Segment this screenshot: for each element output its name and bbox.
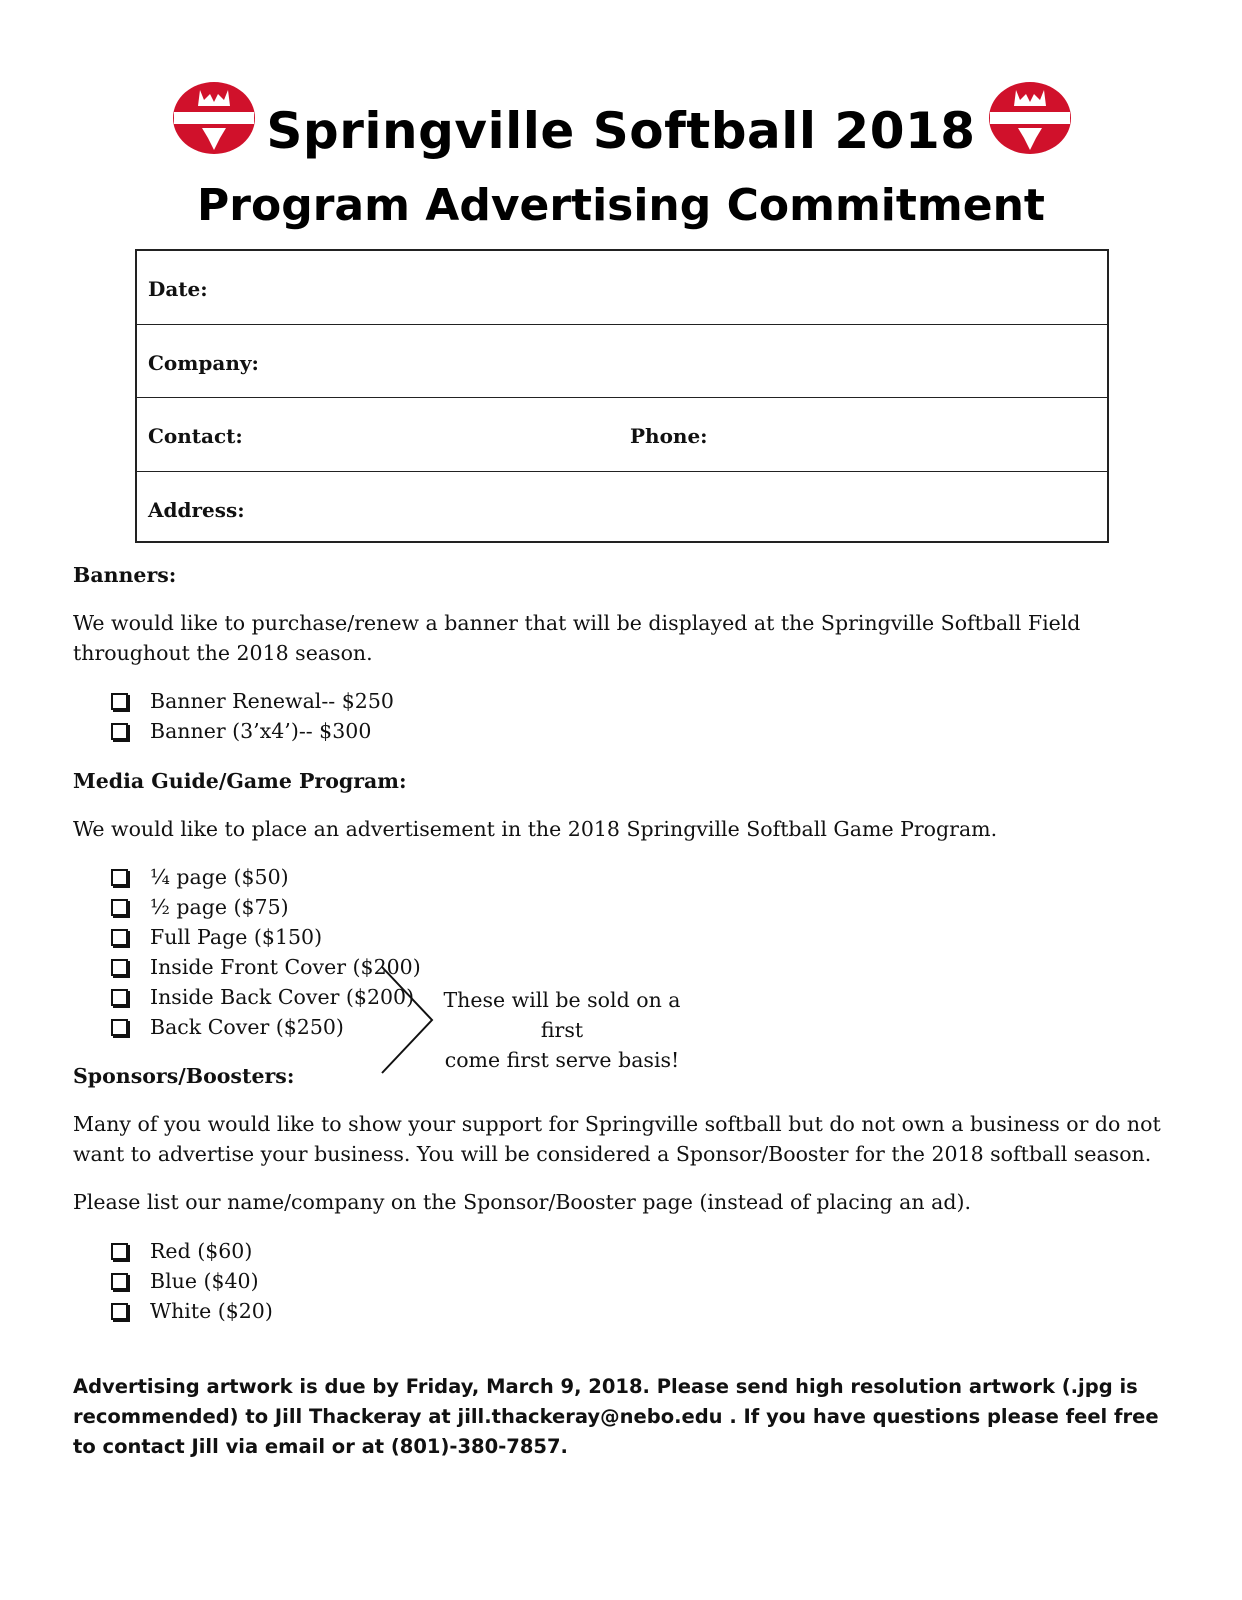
sponsor-option-red[interactable]: Red ($60)	[108, 1236, 273, 1266]
checkbox-icon[interactable]	[111, 899, 128, 916]
phone-label: Phone:	[630, 424, 708, 448]
checkbox-icon[interactable]	[111, 989, 128, 1006]
sponsors-description: Many of you would like to show your support for Springville softball but do not own a business or do not want to advertise your business. You will be considered a Sponsor/Booster for the 2018 softball season.	[73, 1112, 1161, 1166]
sponsor-option-blue[interactable]: Blue ($40)	[108, 1266, 273, 1296]
banner-options	[108, 686, 394, 746]
contact-phone-row[interactable]	[137, 398, 1107, 472]
media-option-inside-front[interactable]: Inside Front Cover ($200)	[108, 952, 421, 982]
page-title: Springville Softball 2018	[266, 102, 976, 160]
banner-option-new[interactable]: Banner (3’x4’)-- $300	[108, 716, 394, 746]
company-field[interactable]	[137, 325, 1107, 399]
checkbox-icon[interactable]	[111, 869, 128, 886]
banners-description: We would like to purchase/renew a banner that will be displayed at the Springville Softball Field throughout the 2018 season.	[73, 611, 1081, 665]
contact-info-form	[135, 249, 1109, 543]
checkbox-icon[interactable]	[111, 723, 128, 740]
contact-label: Contact:	[148, 424, 243, 448]
checkbox-icon[interactable]	[111, 1243, 128, 1260]
date-label: Date:	[148, 277, 208, 301]
artwork-deadline-notice: Advertising artwork is due by Friday, March 9, 2018. Please send high resolution artwork (.jpg is recommended) to Jill Thackeray at jill.thackeray@nebo.edu . If you have questions please feel free to contact Jill via email or at (801)-380-7857.	[73, 1375, 1159, 1458]
page-subtitle: Program Advertising Commitment	[197, 180, 1045, 231]
checkbox-icon[interactable]	[111, 959, 128, 976]
address-field[interactable]	[137, 472, 1107, 546]
address-label: Address:	[148, 497, 245, 522]
checkbox-icon[interactable]	[111, 929, 128, 946]
media-option-quarter[interactable]: ¼ page ($50)	[108, 862, 421, 892]
checkbox-icon[interactable]	[111, 693, 128, 710]
media-option-full[interactable]: Full Page ($150)	[108, 922, 421, 952]
first-come-note: These will be sold on a first come first serve basis!	[443, 988, 681, 1072]
media-options	[108, 862, 421, 1042]
sponsors-instruction: Please list our name/company on the Sponsor/Booster page (instead of placing an ad).	[73, 1190, 971, 1214]
angle-bracket-icon	[380, 965, 440, 1075]
media-option-half[interactable]: ½ page ($75)	[108, 892, 421, 922]
sponsor-option-white[interactable]: White ($20)	[108, 1296, 273, 1326]
media-description: We would like to place an advertisement in the 2018 Springville Softball Game Program.	[73, 817, 998, 841]
banners-heading: Banners:	[73, 563, 177, 587]
banner-option-renewal[interactable]: Banner Renewal-- $250	[108, 686, 394, 716]
media-heading: Media Guide/Game Program:	[73, 769, 407, 793]
date-field[interactable]	[137, 251, 1107, 325]
media-option-inside-back[interactable]: Inside Back Cover ($200)	[108, 982, 421, 1012]
checkbox-icon[interactable]	[111, 1273, 128, 1290]
sponsor-options	[108, 1236, 273, 1326]
checkbox-icon[interactable]	[111, 1303, 128, 1320]
sponsors-heading: Sponsors/Boosters:	[73, 1064, 295, 1088]
checkbox-icon[interactable]	[111, 1019, 128, 1036]
media-option-back-cover[interactable]: Back Cover ($250)	[108, 1012, 421, 1042]
company-label: Company:	[148, 350, 259, 375]
